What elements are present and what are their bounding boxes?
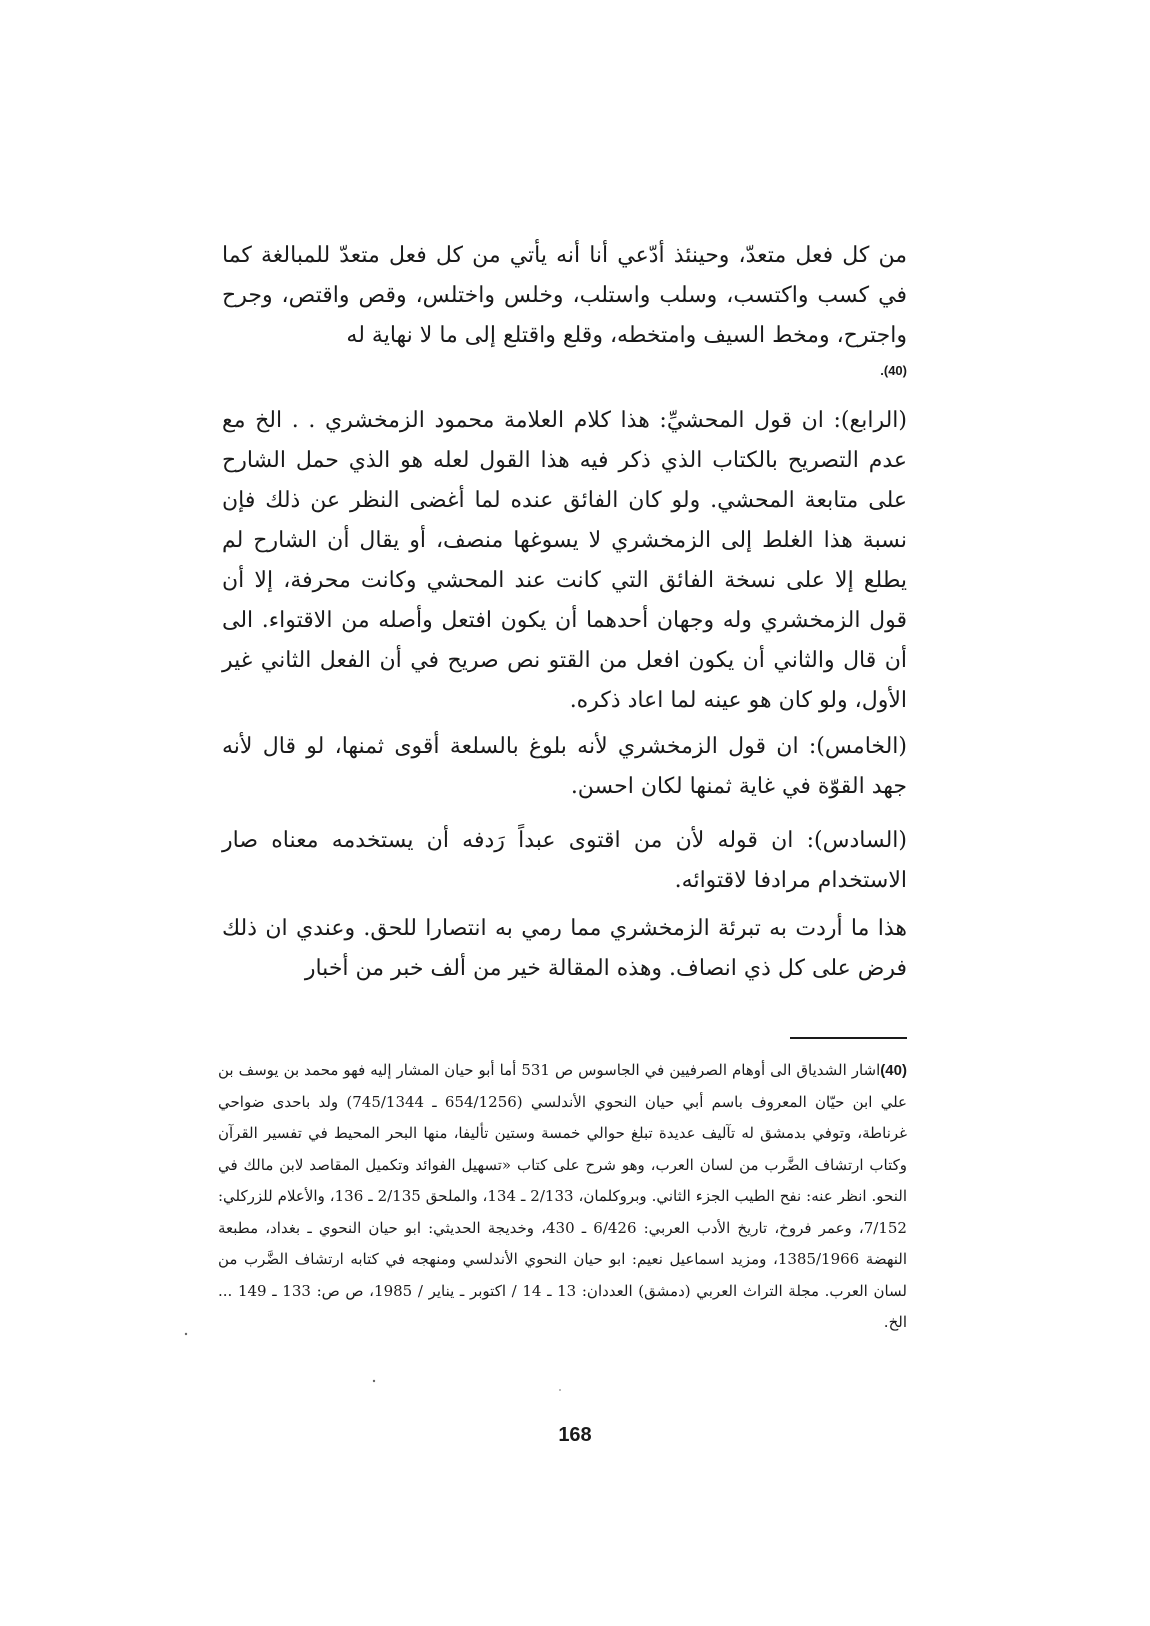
paragraph-fourth: (الرابع): ان قول المحشيِّ: هذا كلام العلامة محمود الزمخشري . . الخ مع عدم التصريح بالكتاب الذي ذكر فيه هذا القول لعله هو الذي حمل الشارح على متابعة المحشي. ولو كان الفائق عنده لما أغضى النظر عن ذلك فإن نسبة هذا الغلط إلى الزمخشري لا يسوغها منصف، أو يقال أن الشارح لم يطلع إلا على نسخة الفائق التي كانت عند المحشي وكانت محرفة، إلا أن قول الزمخشري وله وجهان أحدهما أن يكون افتعل وأصله من الاقتواء. الى أن قال والثاني أن يكون افعل من القتو نص صريح في أن الفعل الثاني غير الأول، ولو كان هو عينه لما اعاد ذكره.: [222, 408, 907, 713]
speck: [373, 1380, 375, 1382]
footnote-text: اشار الشدياق الى أوهام الصرفيين في الجاسوس ص 531 أما أبو حيان المشار إليه فهو محمد بن يوسف بن علي ابن حيّان المعروف باسم أبي حيان النحوي الأندلسي (654/1256 ـ 745/1344) ولد باحدى ضواحي غرناطة، وتوفي بدمشق له تآليف عديدة تبلغ حوالي خمسة وستين تأليفا، منها البحر المحيط في تفسير القرآن وكتاب ارتشاف الضَّرب من لسان العرب، وهو شرح على كتاب «تسهيل الفوائد وتكميل المقاصد لابن مالك في النحو. انظر عنه: نفح الطيب الجزء الثاني. وبروكلمان، 2/133 ـ 134، والملحق 2/135 ـ 136، والأعلام للزركلي: 7/152، وعمر فروخ، تاريخ الأدب العربي: 6/426 ـ 430، وخديجة الحديثي: ابو حيان النحوي ـ بغداد، مطبعة النهضة 1385/1966، ومزيد اسماعيل نعيم: ابو حيان النحوي الأندلسي ومنهجه في كتابه ارتشاف الضَّرب من لسان العرب. مجلة التراث العربي (دمشق) العددان: 13 ـ 14 / اكتوبر ـ يناير / 1985، ص ص: 133 ـ 149 ... الخ.: [218, 1061, 907, 1331]
speck: [185, 1333, 187, 1335]
paragraph-closing: هذا ما أردت به تبرئة الزمخشري مما رمي به انتصارا للحق. وعندي ان ذلك فرض على كل ذي انصاف. وهذه المقالة خير من ألف خبر من أخبار: [222, 916, 907, 981]
paragraph-fifth: (الخامس): ان قول الزمخشري لأنه بلوغ بالسلعة أقوى ثمنها، لو قال لأنه جهد القوّة في غاية ثمنها لكان احسن.: [222, 734, 907, 799]
speck: [559, 1389, 561, 1391]
footnote-ref-40: (40).: [880, 363, 907, 378]
paragraph-continuation: من كل فعل متعدّ، وحينئذ أدّعي أنا أنه يأتي من كل فعل متعدّ للمبالغة كما في كسب واكتسب، وسلب واستلب، وخلس واختلس، وقص واقتص، وجرح واجترح، ومخط السيف وامتخطه، وقلع واقتلع إلى ما لا نهاية له: [222, 243, 907, 348]
footnote-number: (40): [880, 1062, 907, 1079]
paragraph-sixth: (السادس): ان قوله لأن من اقتوى عبداً رَدفه أن يستخدمه معناه صار الاستخدام مرادفا لاقتوائه.: [222, 828, 907, 893]
page-number: 168: [558, 1424, 592, 1446]
